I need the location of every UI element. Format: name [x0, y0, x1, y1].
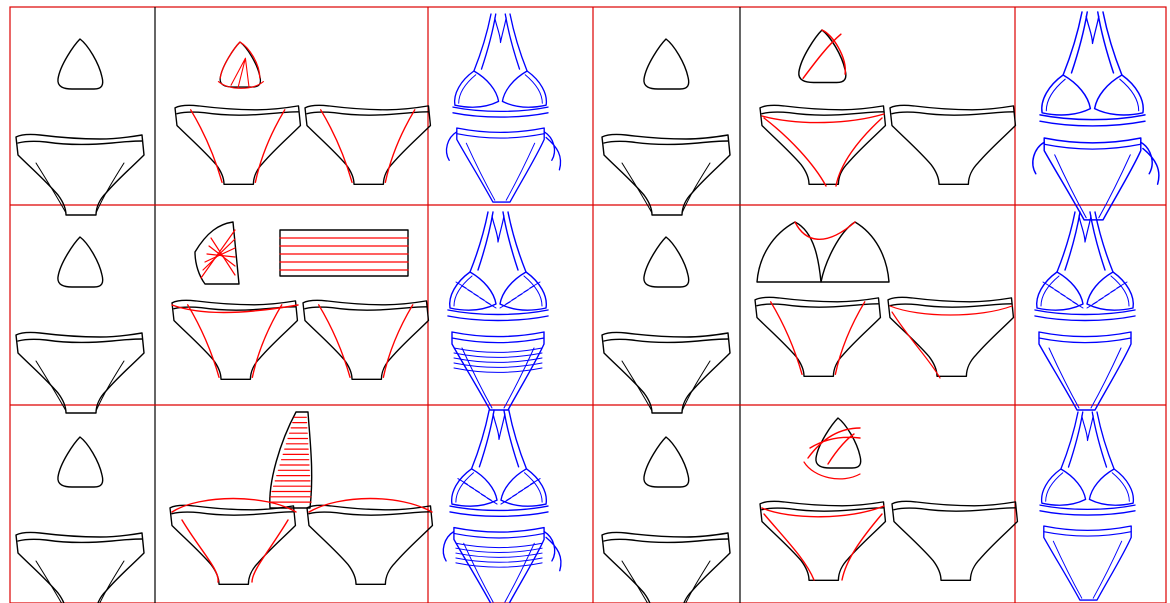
cell-r2-c4-base-pattern	[602, 237, 730, 413]
cup-modified	[804, 418, 861, 479]
cup-pattern	[58, 437, 103, 487]
cell-r3-c5-pattern-modifications	[760, 418, 1017, 580]
cup-modified	[218, 42, 263, 88]
cell-r2-c2-pattern-modifications	[172, 222, 428, 379]
cell-r2-c3-finished-bikini	[448, 212, 548, 410]
bottom-pattern	[16, 332, 144, 413]
bikini-ruched-ties	[443, 410, 561, 603]
bikini-halter-ruffle	[1033, 12, 1159, 220]
bottom-back-modified	[305, 105, 430, 184]
cell-r3-c2-pattern-modifications	[170, 412, 432, 584]
cell-r2-c6-finished-bikini	[1035, 212, 1135, 410]
bottom-back-modified	[888, 297, 1013, 376]
bra-triangles	[757, 222, 889, 282]
cup-fan-pieces	[195, 222, 239, 284]
bottom-pattern	[602, 134, 730, 215]
bottom-pattern	[602, 332, 730, 413]
cell-r3-c1-base-pattern	[16, 437, 144, 603]
bikini-classic	[1040, 412, 1135, 600]
bottom-back-modified	[303, 300, 428, 379]
cell-r1-c5-pattern-modifications	[760, 30, 1015, 186]
cell-r1-c1-base-pattern	[16, 39, 144, 215]
bikini-triangle-side-tie	[447, 14, 561, 202]
cell-r3-c4-base-pattern	[602, 437, 730, 603]
bottom-pattern	[16, 134, 144, 215]
cell-r1-c4-base-pattern	[602, 39, 730, 215]
cup-modified	[799, 30, 846, 83]
cell-r1-c6-finished-bikini	[1033, 12, 1159, 220]
cup-pattern	[58, 237, 103, 287]
bottom-back-modified	[307, 505, 432, 584]
cell-r1-c3-finished-bikini	[447, 14, 561, 202]
cell-r1-c2-pattern-modifications	[175, 42, 430, 184]
cup-pattern	[644, 437, 689, 487]
cup-pattern	[644, 39, 689, 89]
cell-r2-c1-base-pattern	[16, 237, 144, 413]
bottom-front-modified	[755, 297, 880, 376]
bottom-back-modified	[892, 501, 1017, 580]
cup-striped-pieces	[270, 412, 312, 508]
cell-r3-c6-finished-bikini	[1040, 412, 1135, 600]
bottom-front-modified	[175, 105, 300, 184]
bottom-pattern	[602, 532, 730, 603]
bottom-back-modified	[890, 105, 1015, 184]
bikini-bandeau	[1035, 212, 1135, 410]
bikini-ruched	[448, 212, 548, 410]
bottom-pattern	[16, 532, 144, 603]
cell-r3-c3-finished-bikini	[443, 410, 561, 603]
cup-pattern	[58, 39, 103, 89]
cup-pattern	[644, 237, 689, 287]
cell-r2-c5-pattern-modifications	[755, 222, 1013, 378]
band-stripes	[280, 230, 408, 276]
bottom-front-modified	[760, 105, 885, 184]
bottom-front-modified	[170, 505, 295, 584]
